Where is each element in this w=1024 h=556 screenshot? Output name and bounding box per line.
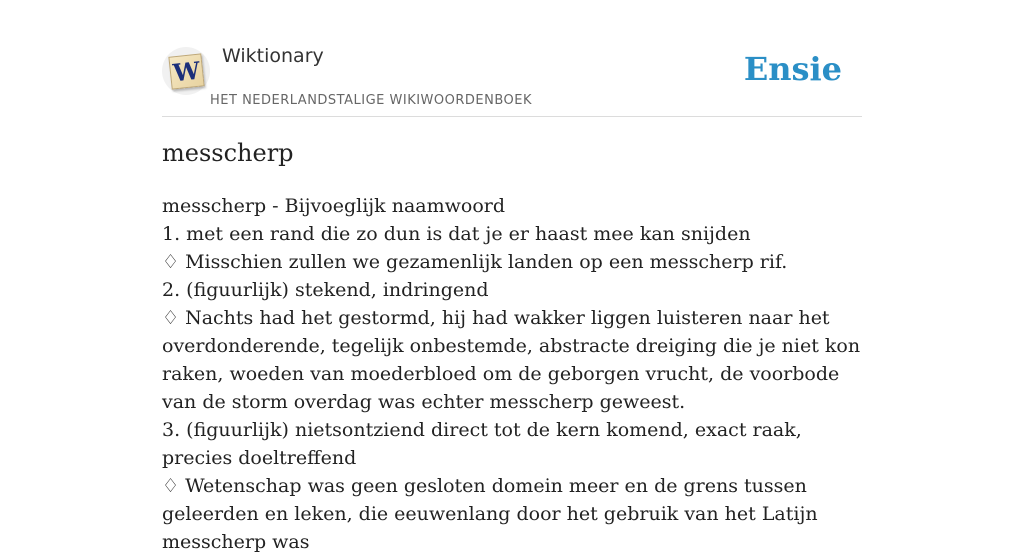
- logo-tile: W: [168, 53, 204, 89]
- definition-1: 1. met een rand die zo dun is dat je er haast mee kan snijden: [162, 223, 751, 245]
- site-header: [162, 0, 862, 117]
- site-tagline: HET NEDERLANDSTALIGE WIKIWOORDENBOEK: [210, 93, 533, 108]
- page: [162, 0, 862, 553]
- example-1: ♢ Misschien zullen we gezamenlijk landen op een messcherp rif.: [162, 251, 788, 273]
- page-title: messcherp: [162, 139, 294, 167]
- ensie-brand-logo[interactable]: Ensie: [743, 50, 842, 88]
- definition-2: 2. (figuurlijk) stekend, indringend: [162, 279, 489, 301]
- definition-3: 3. (figuurlijk) nietsontziend direct tot de kern komend, exact raak, precies doeltreffend: [162, 419, 802, 469]
- entry-content: [162, 192, 862, 556]
- wiktionary-logo-icon[interactable]: [162, 47, 210, 95]
- example-2: ♢ Nachts had het gestormd, hij had wakker liggen luisteren naar het overdonderende, tegelijk onbestemde, abstracte dreiging die je niet kon raken, woeden van moederbloed om de geborgen vrucht, de voorbode van de storm overdag was echter messcherp geweest.: [162, 307, 861, 413]
- example-3: ♢ Wetenschap was geen gesloten domein meer en de grens tussen geleerden en leken, die eeuwenlang door het gebruik van het Latijn messcherp was: [162, 475, 818, 553]
- entry-heading: messcherp - Bijvoeglijk naamwoord: [162, 195, 506, 217]
- site-name[interactable]: Wiktionary: [222, 45, 324, 67]
